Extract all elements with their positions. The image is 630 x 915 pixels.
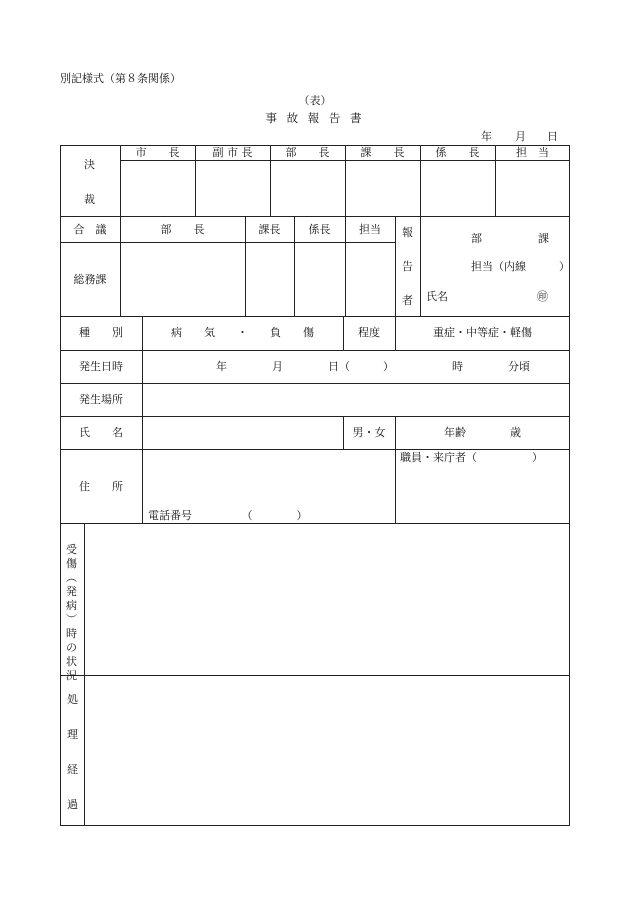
date-year: 年	[481, 130, 492, 143]
seal-icon: ㊞	[537, 290, 548, 303]
approval-label-2: 裁	[84, 193, 95, 206]
reporter-label-1: 報	[402, 226, 413, 239]
consultation-section-chief: 課長	[258, 223, 281, 236]
handling-label-2: 理	[67, 728, 78, 741]
datetime-minute: 分頃	[508, 360, 530, 373]
approval-col-mayor: 市 長	[135, 146, 180, 159]
approval-box-staff[interactable]	[496, 161, 569, 215]
place-label: 発生場所	[79, 393, 123, 406]
age-unit: 歳	[510, 426, 521, 439]
person-category[interactable]: 職員・来庁者（ ）	[400, 451, 543, 464]
consultation-dept-head: 部 長	[160, 223, 205, 236]
severity-options[interactable]: 重症・中等症・軽傷	[433, 326, 532, 339]
injury-situation-label: 受 傷 ︵ 発 病 ︶ 時 の 状 況	[66, 543, 77, 682]
name-field[interactable]	[143, 417, 342, 448]
consultation-subsection-chief: 係長	[308, 223, 331, 236]
form-number: 別記様式（第８条関係）	[60, 72, 181, 85]
datetime-year: 年	[216, 360, 227, 373]
age-field[interactable]	[396, 417, 569, 448]
approval-col-deputy-mayor: 副 市 長	[212, 146, 253, 159]
general-affairs-label: 総務課	[73, 273, 107, 286]
approval-col-staff: 担 当	[516, 146, 549, 159]
injury-situation-field[interactable]	[85, 524, 569, 674]
datetime-day: 日（ ）	[328, 360, 394, 373]
approval-box-mayor[interactable]	[121, 161, 194, 215]
place-field[interactable]	[143, 384, 569, 415]
name-label: 氏 名	[79, 426, 123, 439]
phone-label: 電話番号 （ ）	[148, 509, 308, 522]
approval-box-section-chief[interactable]	[346, 161, 419, 215]
approval-label-1: 決	[84, 158, 95, 171]
handling-label-3: 経	[67, 763, 78, 776]
reporter-label-3: 者	[402, 294, 413, 307]
reporter-label-2: 告	[402, 260, 413, 273]
reporter-section: 課	[538, 232, 549, 245]
handling-label-4: 過	[67, 798, 78, 811]
handling-label-1: 処	[67, 693, 78, 706]
address-field[interactable]	[143, 450, 394, 506]
date-day: 日	[547, 130, 558, 143]
approval-box-subsection-chief[interactable]	[421, 161, 494, 215]
approval-box-deputy-mayor[interactable]	[196, 161, 269, 215]
consultation-label: 合 議	[73, 223, 107, 236]
approval-col-section-chief: 課 長	[360, 146, 405, 159]
general-affairs-subsection-box[interactable]	[295, 243, 344, 315]
general-affairs-staff-box[interactable]	[346, 243, 394, 315]
document-title: 事 故 報 告 書	[265, 111, 365, 125]
address-label: 住 所	[79, 480, 123, 493]
reporter-staff-ext: 担当（内線 ）	[471, 260, 570, 273]
age-label: 年齢	[444, 426, 466, 439]
general-affairs-section-box[interactable]	[246, 243, 293, 315]
approval-col-subsection-chief: 係 長	[435, 146, 480, 159]
type-options[interactable]: 病 気 ・ 負 傷	[171, 326, 314, 339]
general-affairs-dept-box[interactable]	[121, 243, 244, 315]
date-month: 月	[515, 130, 526, 143]
approval-col-dept-head: 部 長	[285, 146, 330, 159]
handling-process-field[interactable]	[85, 676, 569, 825]
severity-label: 程度	[358, 326, 380, 339]
datetime-label: 発生日時	[79, 360, 123, 373]
reporter-dept: 部	[471, 232, 482, 245]
reporter-name-label: 氏名	[426, 290, 448, 303]
gender-options[interactable]: 男・女	[352, 426, 386, 439]
approval-box-dept-head[interactable]	[271, 161, 344, 215]
datetime-month: 月	[272, 360, 283, 373]
consultation-staff: 担当	[359, 223, 381, 236]
datetime-hour: 時	[452, 360, 463, 373]
form-side-label: （表）	[298, 94, 332, 107]
type-label: 種 別	[79, 326, 123, 339]
